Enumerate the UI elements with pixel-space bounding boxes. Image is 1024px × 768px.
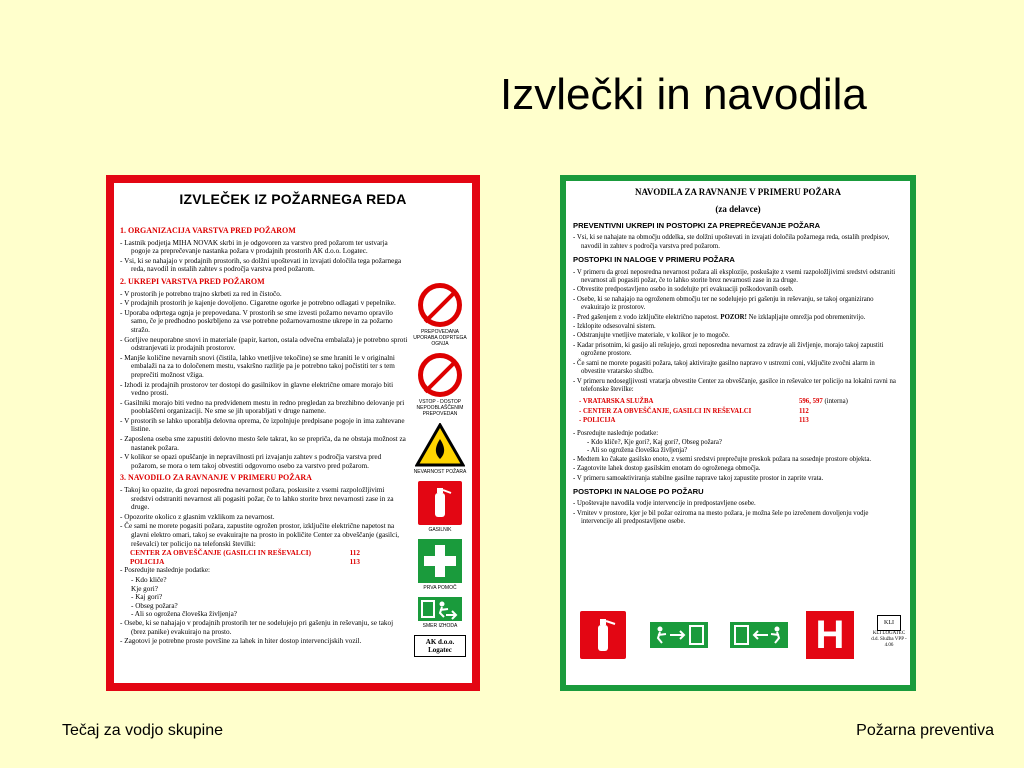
fire-order-text <box>120 223 408 647</box>
list-item: - Če sami ne morete pogasiti požara, zapustite ogrožen prostor, izključite električne napetost na glavni elektro omari, takoj se evakuirajte na prosto in pokličite Center za obveščanje (gasilci, reševalci) ter policijo na telefonski številki: <box>120 522 408 548</box>
report-line: - Ali so ogrožena človeška življenja? <box>587 447 688 455</box>
report-line: - Obseg požara? <box>131 601 178 610</box>
emergency-label: - CENTER ZA OBVEŠČANJE, GASILCI IN REŠEVALCI <box>579 407 752 415</box>
company-logo <box>870 615 908 659</box>
instructions-title: NAVODILA ZA RAVNANJE V PRIMERU POŽARA <box>635 187 841 197</box>
sign-caption: VSTOP - DOSTOP NEPOOBLAŠČENIM PREPOVEDAN <box>416 399 464 417</box>
list-item: - V kolikor se opazi opuščanje in nepravilnosti pri izvajanju zahtev s področja varstva pred požarom, se mora o tem takoj obvestiti odgovorno osebo za varstvo pred požarom. <box>120 453 408 470</box>
list-item-text: Pred gašenjem z vodo izključite električno napetost. <box>576 313 719 321</box>
emergency-number: 112 <box>799 407 809 415</box>
list-item: - Vsi, ki se nahajajo v prodajnih prostorih, so dolžni upoštevati in izvajati določila tega požarnega reda, navodil in ostalih zahtev s področja varstva pred požarom. <box>120 257 408 274</box>
list-item: - Opozorite okolico z glasnim vzklikom za nevarnost. <box>120 513 408 522</box>
list-item: - Odstranjujte vnetljive materiale, v kolikor je to mogoče. <box>573 332 899 340</box>
safety-signs-row <box>580 611 910 661</box>
fire-extinguisher-icon <box>418 481 462 525</box>
fire-extinguisher-icon <box>580 611 626 659</box>
fire-instructions-poster <box>560 175 916 691</box>
warning-text: Ne izklapljajte omrežja pod obremenitvijo. <box>748 313 866 321</box>
report-line: - Kdo kliče?, Kje gori?, Kaj gori?, Obseg požara? <box>587 438 722 446</box>
list-item: - Posredujte naslednje podatke: <box>573 430 899 438</box>
list-item: - Zagotovite lahek dostop gasilskim enotam do ogroženega območja. <box>573 465 899 473</box>
sign-caption: SMER IZHODA <box>422 623 458 629</box>
fire-hydrant-h-icon: H <box>806 611 854 659</box>
list-item: - Upoštevajte navodila vodje intervencije in predpostavljene osebe. <box>573 500 899 508</box>
emergency-label: - VRATARSKA SLUŽBA <box>579 398 654 406</box>
list-item: - Posredujte naslednje podatke: <box>120 566 408 575</box>
exit-right-icon <box>650 622 708 648</box>
section-heading: 1. ORGANIZACIJA VARSTVA PRED POŽAROM <box>120 226 296 235</box>
list-item: - Osebe, ki se nahajajo na ogroženem območju ter ne sodelujejo pri gašenju in reševanju, se takoj organizirano evakuirajo iz prostorov. <box>573 296 899 313</box>
logo-caption: KLI LOGATEC d.d. Služba VPP - 4.06 <box>871 631 907 648</box>
instructions-subtitle: (za delavce) <box>715 204 761 214</box>
report-line: - Kaj gori? <box>131 593 163 602</box>
emergency-line <box>120 549 360 558</box>
list-item: - Gasilniki morajo biti vedno na predvidenem mestu in redno pregledan za brezhibno delovanje pri pooblaščeni organizaciji. Ne sme se jih uporabljati v druge namene. <box>120 399 408 416</box>
list-item: - Takoj ko opazite, da grozi neposredna nevarnost požara, poskusite z vsemi razpoložljivimi sredstvi odstraniti nevarnost ali pogasiti požar, če to lahko storite brez nevarnosti zase in za druge. <box>120 486 408 512</box>
fire-order-poster <box>106 175 480 691</box>
exit-icon <box>418 597 462 621</box>
list-item: - V primeru nedosegljivosti vratarja obvestite Center za obveščanje, gasilce in reševalce ter policijo na lokalni ravni na telefonske številke: <box>573 378 899 395</box>
footer-right: Požarna preventiva <box>856 722 994 739</box>
list-item: - V primeru da grozi neposredna nevarnost požara ali eksplozije, poskušajte z vsemi razpoložljivimi sredstvi odstraniti nevarnost ali pogasiti požar, če to lahko storite brez nevarnosti zase in za druge. <box>573 269 899 286</box>
emergency-number: 112 <box>349 549 360 558</box>
fire-order-title: IZVLEČEK IZ POŽARNEGA REDA <box>179 191 407 207</box>
list-item: - Zagotovi je potrebne proste površine za lahek in hiter dostop intervencijskih vozil. <box>120 637 408 646</box>
footer-left: Tečaj za vodjo skupine <box>62 722 223 739</box>
emergency-number: 113 <box>349 557 360 566</box>
emergency-number: 596, 597 <box>799 398 823 406</box>
emergency-line <box>579 398 899 406</box>
section-heading: 2. UKREPI VARSTVA PRED POŽAROM <box>120 276 265 286</box>
list-item: - Zaposlena oseba sme zapustiti delovno mesto šele takrat, ko se prepriča, da ne obstaja možnost za nastanek požara. <box>120 435 408 452</box>
section-heading: POSTOPKI IN NALOGE PO POŽARU <box>573 486 704 496</box>
list-item: - V primeru samoaktiviranja stabilne gasilne naprave takoj zapustite prostor in zaprite vrata. <box>573 475 899 483</box>
list-item: - Obvestite predpostavljeno osebo in sodelujte pri evakuaciji poškodovanih oseb. <box>573 286 899 294</box>
section-heading: PREVENTIVNI UKREPI IN POSTOPKI ZA PREPREČEVANJE POŽARA <box>573 221 821 230</box>
logo-box: KLI <box>877 615 901 631</box>
company-box: AK d.o.o. Logatec <box>414 635 466 657</box>
list-item <box>573 314 899 322</box>
list-item: - Manjše količine nevarnih snovi (čistila, lahko vnetljive tekočine) se sme hraniti le v originalni embalaži na za to določenem mestu, vsakršno razlitje pa je potrebno takoj počistiti ter s tem preprečiti možnost vžiga. <box>120 354 408 380</box>
emergency-number: 113 <box>799 417 809 425</box>
list-item: - Uporaba odprtega ognja je prepovedana. V prostorih se sme izvesti požarno nevarno opravilo samo, če je predhodno poskrbljeno za vse potrebne požarnovarnostne ukrepe in za požarno stražo. <box>120 309 408 335</box>
list-item: - Izklopite odsesovalni sistem. <box>573 323 899 331</box>
list-item: - Izhodi iz prodajnih prostorov ter dostopi do gasilnikov in glavne električne omare morajo biti vedno prosti. <box>120 381 408 398</box>
slide-title: Izvlečki in navodila <box>500 70 867 119</box>
report-line: - Kdo kliče? <box>131 575 167 584</box>
section-heading: POSTOPKI IN NALOGE V PRIMERU POŽARA <box>573 255 735 265</box>
list-item: - Osebe, ki se nahajajo v prodajnih prostorih ter ne sodelujejo pri gašenju in reševanju, se takoj (brez panike) evakuirajo na prosto. <box>120 619 408 636</box>
sign-caption: NEVARNOST POŽARA <box>413 469 467 475</box>
list-item: - Vsi, ki se nahajate na območju oddelka, ste dolžni upoštevati in izvajati določila požarnega reda, ostalih predpisov, navodil in zahtev s področja varstva pred požarom. <box>573 234 899 251</box>
list-item: - Lastnik podjetja MIHA NOVAK skrbi in je odgovoren za varstvo pred požarom ter ustvarja pogoje za preprečevanje nastanka požara v prodajnih prostorih AK d.o.o. Logatec. <box>120 239 408 256</box>
list-item: - Kadar prisotnim, ki gasijo ali rešujejo, grozi neposredna nevarnost za zdravje ali življenje, morajo takoj zapustiti ogrožene prostore. <box>573 342 899 359</box>
emergency-label: POLICIJA <box>130 557 165 566</box>
warning-label: POZOR! <box>720 313 747 321</box>
exit-left-icon <box>730 622 788 648</box>
flammable-warning-icon <box>415 423 465 467</box>
emergency-line <box>579 417 899 425</box>
instructions-text <box>573 217 899 528</box>
sign-caption: PREPOVEDANA UPORABA ODPRTEGA OGNJA <box>413 329 467 347</box>
list-item: - Vrnitev v prostore, kjer je bil požar oziroma na mesto požara, je možna šele po izrečenem dovoljenju vodje intervencije ali predpostavljene osebe. <box>573 510 899 527</box>
emergency-note: (interna) <box>824 398 848 406</box>
emergency-line <box>120 558 360 567</box>
emergency-line <box>579 408 899 416</box>
list-item: - Gorljive neuporabne snovi in materiale (papir, karton, ostala odvečna embalaža) je potrebno sproti odstranjevati iz prodajnih prostorov. <box>120 336 408 353</box>
sign-caption: GASILNIK <box>428 527 452 533</box>
sign-caption: PRVA POMOČ <box>423 585 457 591</box>
list-item: - V prodajnih prostorih je kajenje dovoljeno. Cigaretne ogorke je potrebno odlagati v pepelnike. <box>120 299 408 308</box>
safety-signs-column <box>412 283 468 657</box>
emergency-label: - POLICIJA <box>579 417 616 425</box>
emergency-label: CENTER ZA OBVEŠČANJE (GASILCI IN REŠEVALCI) <box>130 549 311 558</box>
list-item: - Če sami ne morete pogasiti požara, takoj aktivirajte gasilno napravo v ustrezni coni, vključite zvočni alarm in obvestite vratarsko službo. <box>573 360 899 377</box>
report-line: Kje gori? <box>131 584 158 593</box>
list-item: - V prostorih se lahko uporablja delovna oprema, če izpolnjuje predpisane pogoje in ima zahtevane listine. <box>120 417 408 434</box>
first-aid-icon <box>418 539 462 583</box>
list-item: - V prostorih je potrebno trajno skrbeti za red in čistočo. <box>120 290 408 299</box>
no-open-flame-icon <box>418 283 462 327</box>
no-entry-icon <box>418 353 462 397</box>
list-item: - Medtem ko čakate gasilsko enoto, z vsemi sredstvi preprečujte preskok požara na sosednje prostore objekta. <box>573 456 899 464</box>
report-line: - Ali so ogrožena človeška življenja? <box>131 610 237 619</box>
section-heading: 3. NAVODILO ZA RAVNANJE V PRIMERU POŽARA <box>120 473 312 483</box>
